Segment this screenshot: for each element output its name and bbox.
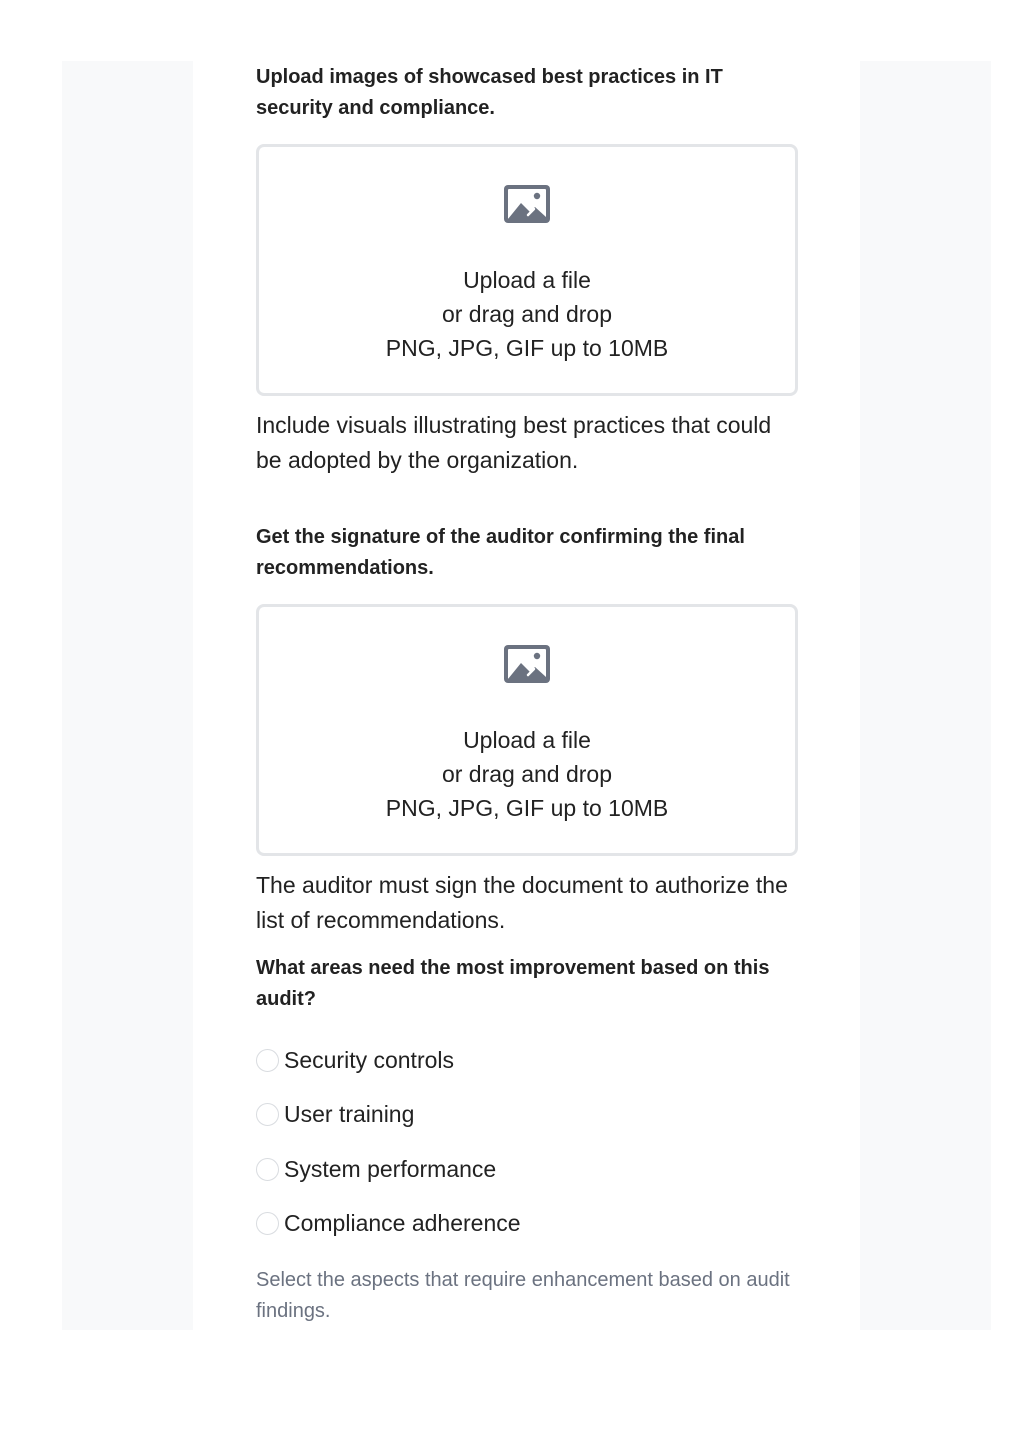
upload-file-link[interactable]: Upload a file	[463, 267, 591, 293]
drag-drop-text: or drag and drop	[441, 761, 613, 787]
best-practices-label: Upload images of showcased best practices in IT security and compliance.	[256, 66, 723, 119]
option-label: System performance	[284, 1155, 497, 1182]
file-formats-text: PNG, JPG, GIF up to 10MB	[385, 335, 669, 361]
improvement-areas-label: What areas need the most improvement based on this audit?	[256, 957, 770, 1010]
best-practices-help: Include visuals illustrating best practices that could be adopted by the organization.	[256, 412, 772, 473]
option-system-performance[interactable]	[256, 1142, 797, 1197]
radio-button[interactable]	[256, 1103, 279, 1126]
auditor-signature-help: The auditor must sign the document to authorize the list of recommendations.	[256, 872, 788, 933]
form-content	[256, 62, 797, 1327]
improvement-areas-options	[256, 1033, 797, 1251]
right-side-panel	[860, 61, 991, 1330]
radio-button[interactable]	[256, 1049, 279, 1072]
auditor-signature-label: Get the signature of the auditor confirming the final recommendations.	[256, 526, 745, 579]
option-label: Compliance adherence	[284, 1210, 521, 1237]
option-label: Security controls	[284, 1046, 455, 1073]
image-icon	[504, 645, 550, 683]
option-security-controls[interactable]	[256, 1033, 797, 1088]
auditor-signature-dropzone-text	[259, 723, 795, 825]
radio-button[interactable]	[256, 1212, 279, 1235]
option-label: User training	[284, 1101, 415, 1128]
image-icon	[504, 185, 550, 223]
best-practices-dropzone-text	[259, 263, 795, 365]
improvement-areas-help: Select the aspects that require enhancement based on audit findings.	[256, 1269, 790, 1322]
best-practices-dropzone[interactable]	[256, 144, 798, 396]
upload-file-link[interactable]: Upload a file	[463, 727, 591, 753]
option-compliance-adherence[interactable]	[256, 1197, 797, 1252]
radio-button[interactable]	[256, 1158, 279, 1181]
auditor-signature-dropzone[interactable]	[256, 604, 798, 856]
option-user-training[interactable]	[256, 1088, 797, 1143]
drag-drop-text: or drag and drop	[441, 301, 613, 327]
file-formats-text: PNG, JPG, GIF up to 10MB	[385, 795, 669, 821]
left-side-panel	[62, 61, 193, 1330]
